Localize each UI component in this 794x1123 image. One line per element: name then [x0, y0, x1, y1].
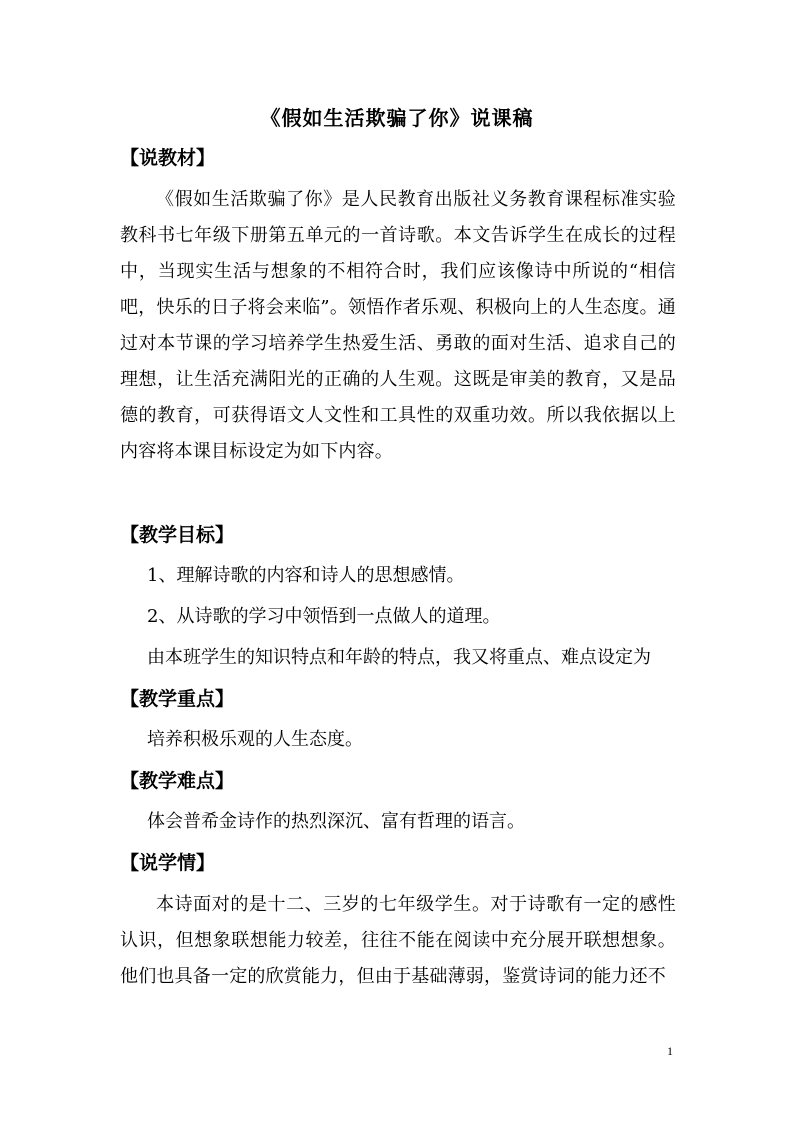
section-heading-difficulty: 【教学难点】 [120, 770, 235, 792]
key-point-text: 培养积极乐观的人生态度。 [147, 729, 363, 750]
document-title: 《假如生活欺骗了你》说课稿 [260, 106, 534, 130]
paragraph-teaching-material: 《假如生活欺骗了你》是人民教育出版社义务教育课程标准实验教科书七年级下册第五单元的一首诗歌。本文告诉学生在成长的过程中，当现实生活与想象的不相符合时，我们应该像诗中所说的“相信吧，快乐的日子将会来临”。领悟作者乐观、积极向上的人生态度。通过对本节课的学习培养学生热爱生活、勇敢的面对生活、追求自己的理想，让生活充满阳光的正确的人生观。这既是审美的教育，又是品德的教育，可获得语文人文性和工具性的双重功效。所以我依据以上内容将本课目标设定为如下内容。 [120, 189, 676, 462]
difficulty-text: 体会普希金诗作的热烈深沉、富有哲理的语言。 [147, 811, 525, 832]
goal-note: 由本班学生的知识特点和年龄的特点，我又将重点、难点设定为 [147, 647, 651, 668]
section-heading-key-point: 【教学重点】 [120, 688, 235, 710]
section-heading-student-analysis: 【说学情】 [120, 852, 216, 874]
goal-item-2: 2、从诗歌的学习中领悟到一点做人的道理。 [147, 606, 501, 627]
goal-item-1: 1、理解诗歌的内容和诗人的思想感情。 [147, 565, 465, 586]
page-number: 1 [667, 1044, 673, 1058]
section-heading-teaching-goals: 【教学目标】 [120, 524, 235, 546]
section-heading-teaching-material: 【说教材】 [120, 147, 216, 169]
paragraph-student-analysis: 本诗面对的是十二、三岁的七年级学生。对于诗歌有一定的感性认识，但想象联想能力较差，往往不能在阅读中充分展开联想想象。他们也具备一定的欣赏能力，但由于基础薄弱，鉴赏诗词的能力还不 [120, 894, 676, 987]
